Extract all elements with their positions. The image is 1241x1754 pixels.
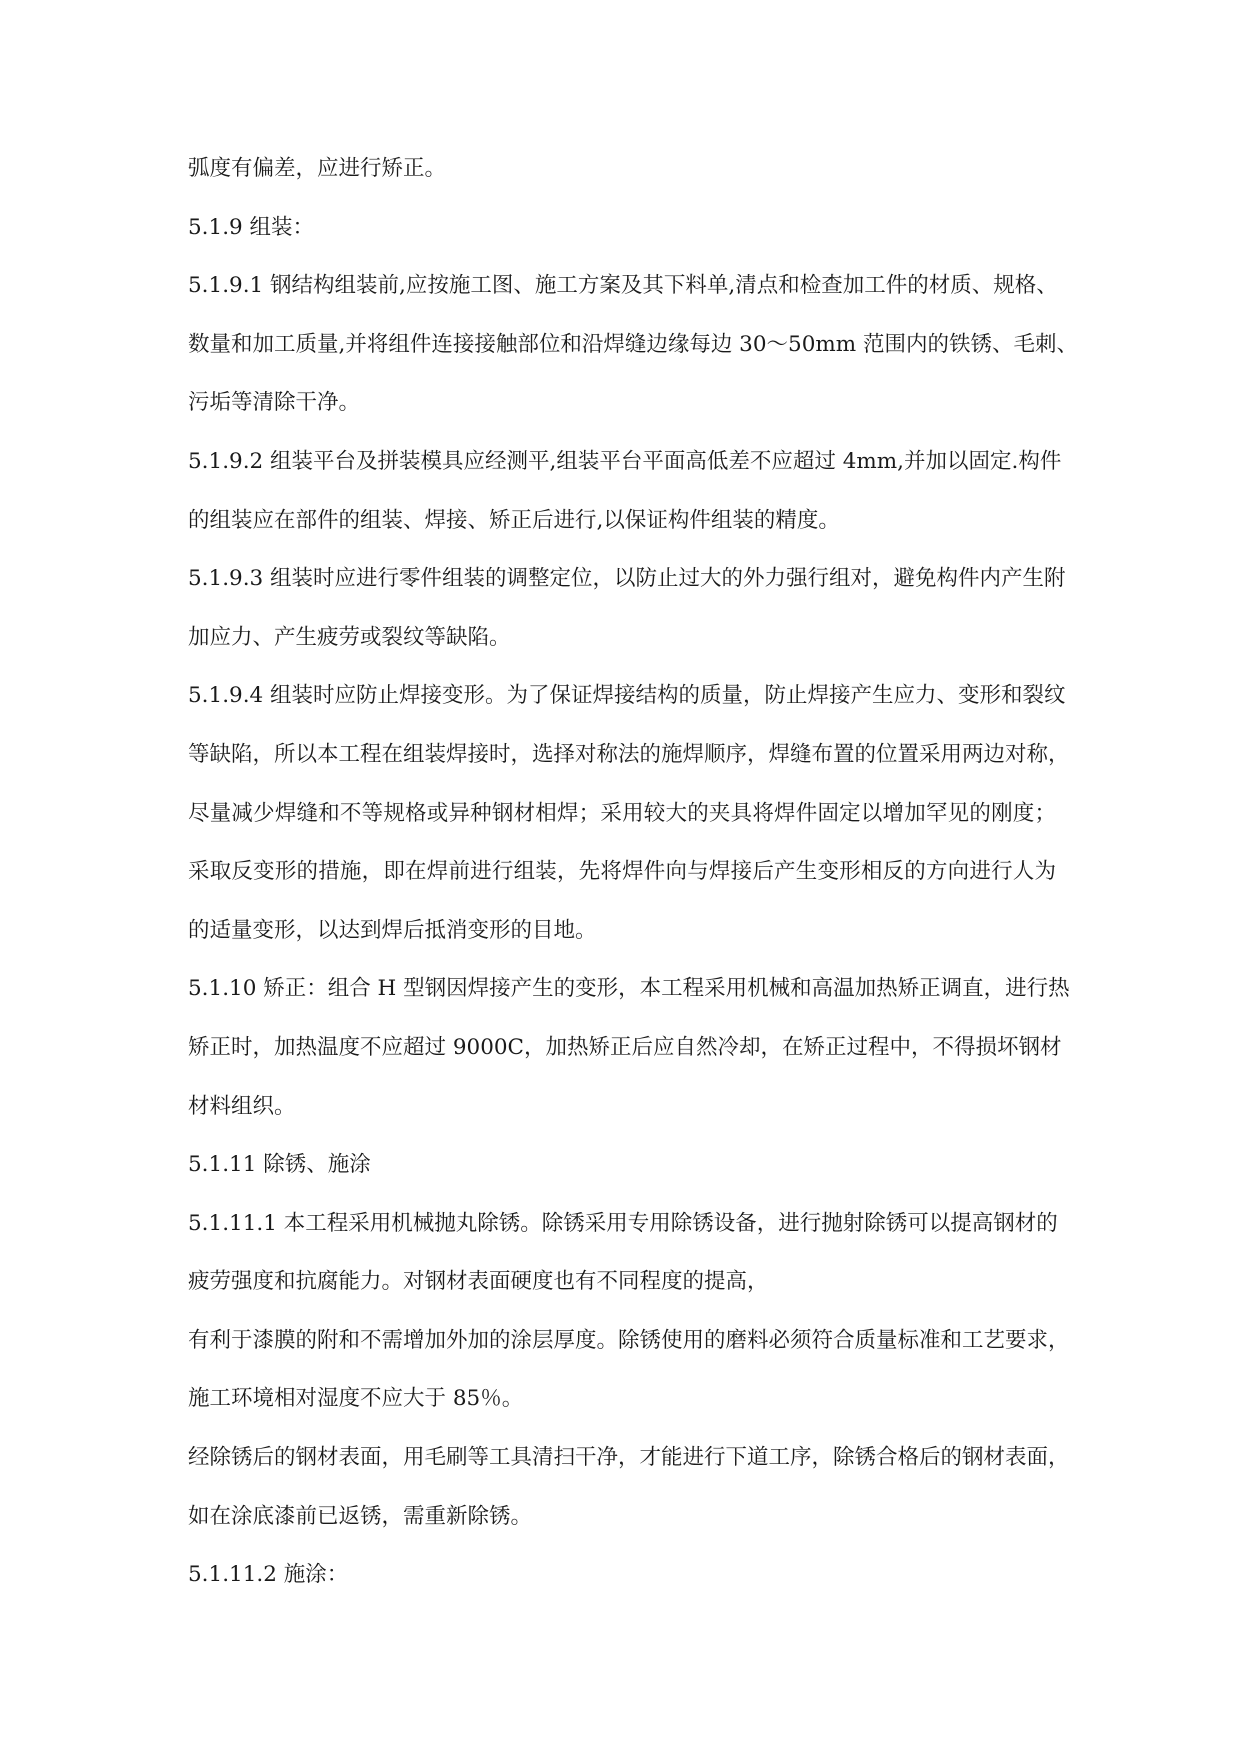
text-line: 材料组织。 <box>188 1093 296 1119</box>
text-line: 5.1.10 矫正：组合 H 型钢因焊接产生的变形，本工程采用机械和高温加热矫正调直，进行热 <box>188 976 1070 1002</box>
section-heading: 5.1.11.2 施涂： <box>188 1562 349 1588</box>
text-line: 污垢等清除干净。 <box>188 390 361 416</box>
text-line: 等缺陷，所以本工程在组装焊接时，选择对称法的施焊顺序，焊缝布置的位置采用两边对称， <box>188 741 1070 767</box>
text-line: 尽量减少焊缝和不等规格或异种钢材相焊；采用较大的夹具将焊件固定以增加罕见的刚度； <box>188 800 1056 826</box>
text-line: 如在涂底漆前已返锈，需重新除锈。 <box>188 1503 533 1529</box>
body-text <box>188 140 1078 1605</box>
section-heading: 5.1.11 除锈、施涂 <box>188 1152 371 1178</box>
text-line: 疲劳强度和抗腐能力。对钢材表面硬度也有不同程度的提高， <box>188 1269 769 1295</box>
text-line: 矫正时，加热温度不应超过 9000C，加热矫正后应自然冷却，在矫正过程中，不得损坏钢材 <box>188 1034 1062 1060</box>
text-line: 有利于漆膜的附和不需增加外加的涂层厚度。除锈使用的磨料必须符合质量标准和工艺要求， <box>188 1327 1070 1353</box>
text-line: 加应力、产生疲劳或裂纹等缺陷。 <box>188 624 511 650</box>
text-line: 5.1.9.4 组装时应防止焊接变形。为了保证焊接结构的质量，防止焊接产生应力、变形和裂纹 <box>188 683 1066 709</box>
text-line: 的组装应在部件的组装、焊接、矫正后进行,以保证构件组装的精度。 <box>188 507 840 533</box>
text-line: 5.1.9.2 组装平台及拼装模具应经测平,组装平台平面高低差不应超过 4mm,并加以固定.构件 <box>188 448 1062 474</box>
text-line: 施工环境相对湿度不应大于 85％。 <box>188 1386 524 1412</box>
text-line: 5.1.9.3 组装时应进行零件组装的调整定位，以防止过大的外力强行组对，避免构件内产生附 <box>188 566 1066 592</box>
text-line: 数量和加工质量,并将组件连接接触部位和沿焊缝边缘每边 30～50mm 范围内的铁锈、毛刺、 <box>188 331 1078 357</box>
section-heading: 5.1.9 组装： <box>188 214 315 240</box>
text-line: 5.1.9.1 钢结构组装前,应按施工图、施工方案及其下料单,清点和检查加工件的材质、规格、 <box>188 273 1058 299</box>
text-line: 经除锈后的钢材表面，用毛刷等工具清扫干净，才能进行下道工序，除锈合格后的钢材表面， <box>188 1445 1070 1471</box>
text-line: 5.1.11.1 本工程采用机械抛丸除锈。除锈采用专用除锈设备，进行抛射除锈可以提高钢材的 <box>188 1210 1058 1236</box>
text-line: 采取反变形的措施，即在焊前进行组装，先将焊件向与焊接后产生变形相反的方向进行人为 <box>188 859 1056 885</box>
text-line: 弧度有偏差，应进行矫正。 <box>188 156 447 181</box>
text-line: 的适量变形，以达到焊后抵消变形的目地。 <box>188 917 597 943</box>
